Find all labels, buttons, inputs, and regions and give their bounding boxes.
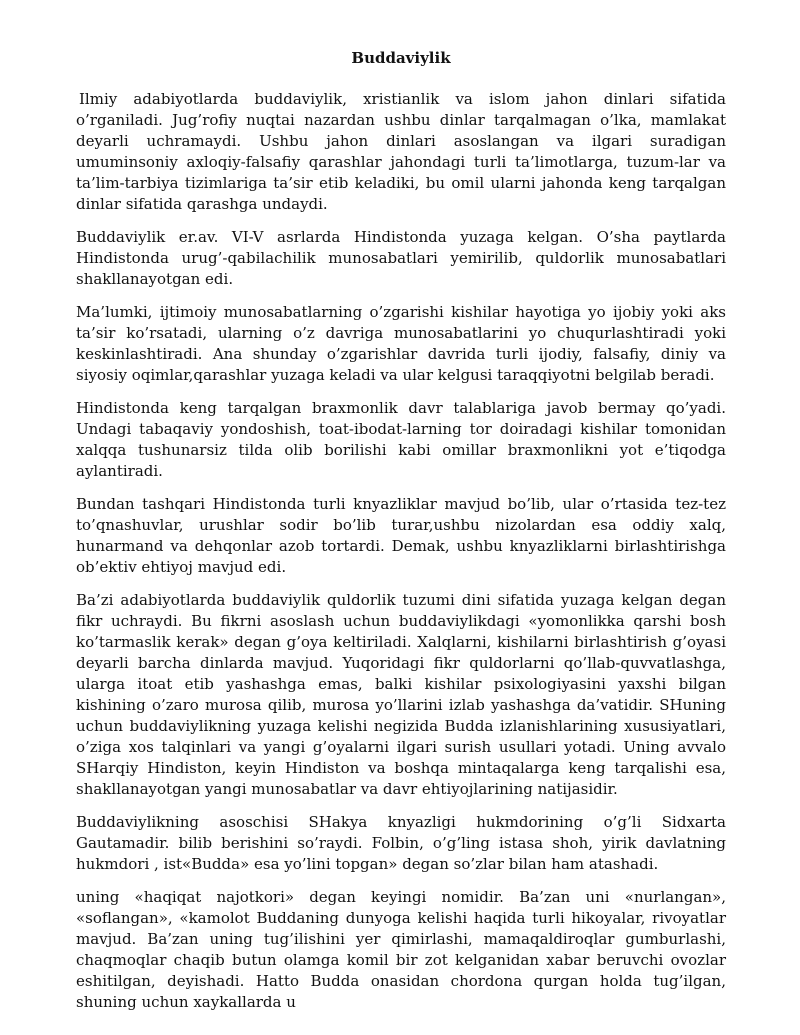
- document-page: [76, 48, 726, 1025]
- paragraph-origin: Buddaviylik er.av. VI-V asrlarda Hindistonda yuzaga kelgan. O’sha paytlarda Hindistonda urug’-qabilachilik munosabatlari yemirilib, quldorlik munosabatlari shakllanayotgan edi.: [76, 228, 726, 288]
- paragraph-social-change: Ma’lumki, ijtimoiy munosabatlarning o’zgarishi kishilar hayotiga yo ijobiy yoki aks ta’sir ko’rsatadi, ularning o’z davriga munosabatlarini yo chuqurlashtiradi yoki keskinlashtiradi. Ana shunday o’zgarishlar davrida turli ijodiy, falsafiy, diniy va siyosiy oqimlar,qarashlar yuzaga keladi va ular kelgusi taraqqiyotni belgilab beradi.: [76, 303, 726, 384]
- paragraph-names: uning «haqiqat najotkori» degan keyingi nomidir. Ba’zan uni «nurlangan», «soflangan», «kamolot Buddaning dunyoga kelishi haqida turli hikoyalar, rivoyatlar mavjud. Ba’zan uning tug’ilishini yer qimirlashi, mamaqaldiroqlar gumburlashi, chaqmoqlar chaqib butun olamga komil bir zot kelganidan xabar beruvchi ovozlar eshitilgan, deyishadi. Hatto Budda onasidan chordona qurgan holda tug’ilgan, shuning uchun xaykallarda u: [76, 888, 726, 1011]
- document-title: Buddaviylik: [351, 49, 451, 67]
- paragraph-brahmanism: Hindistonda keng tarqalgan braxmonlik davr talablariga javob bermay qo’yadi. Undagi tabaqaviy yondoshish, toat-ibodat-larning tor doiradagi kishilar tomonidan xalqqa tushunarsiz tilda olib borilishi kabi omillar braxmonlikni yot e’tiqodga aylantiradi.: [76, 399, 726, 480]
- paragraph-intro: Ilmiy adabiyotlarda buddaviylik, xristianlik va islom jahon dinlari sifatida o’rganiladi. Jug’rofiy nuqtai nazardan ushbu dinlar tarqalmagan o’lka, mamlakat deyarli uchramaydi. Ushbu jahon dinlari asoslangan va ilgari suradigan umuminsoniy axloqiy-falsafiy qarashlar jahondagi turli ta’limotlarga, tuzum-lar va ta’lim-tarbiya tizimlariga ta’sir etib keladiki, bu omil ularni jahonda keng tarqalgan dinlar sifatida qarashga undaydi.: [76, 90, 726, 213]
- paragraph-slavery-view: Ba’zi adabiyotlarda buddaviylik quldorlik tuzumi dini sifatida yuzaga kelgan degan fikr uchraydi. Bu fikrni asoslash uchun buddaviylikdagi «yomonlikka qarshi bosh ko’tarmaslik kerak» degan g’oya keltiriladi. Xalqlarni, kishilarni birlashtirish g’oyasi deyarli barcha dinlarda mavjud. Yuqoridagi fikr quldorlarni qo’llab-quvvatlashga, ularga itoat etib yashashga emas, balki kishilar psixologiyasini yaxshi bilgan kishining o’zaro murosa qilib, murosa yo’llarini izlab yashashga da’vatidir. SHuning uchun buddaviylikning yuzaga kelishi negizida Budda izlanishlarining xususiyatlari, o’ziga xos talqinlari va yangi g’oyalarni ilgari surish usullari yotadi. Uning avvalo SHarqiy Hindiston, keyin Hindiston va boshqa mintaqalarga keng tarqalishi esa, shakllanayotgan yangi munosabatlar va davr ehtiyojlarining natijasidir.: [76, 591, 726, 798]
- paragraph-principalities: Bundan tashqari Hindistonda turli knyazliklar mavjud bo’lib, ular o’rtasida tez-tez to’qnashuvlar, urushlar sodir bo’lib turar,ushbu nizolardan esa oddiy xalq, hunarmand va dehqonlar azob tortardi. Demak, ushbu knyazliklarni birlashtirishga ob’ektiv ehtiyoj mavjud edi.: [76, 495, 726, 576]
- paragraph-founder: Buddaviylikning asoschisi SHakya knyazligi hukmdorining o’g’li Sidxarta Gautamadir. bilib berishini so’raydi. Folbin, o’g’ling istasa shoh, yirik davlatning hukmdori , ist«Budda» esa yo’lini topgan» degan so’zlar bilan ham atashadi.: [76, 813, 726, 873]
